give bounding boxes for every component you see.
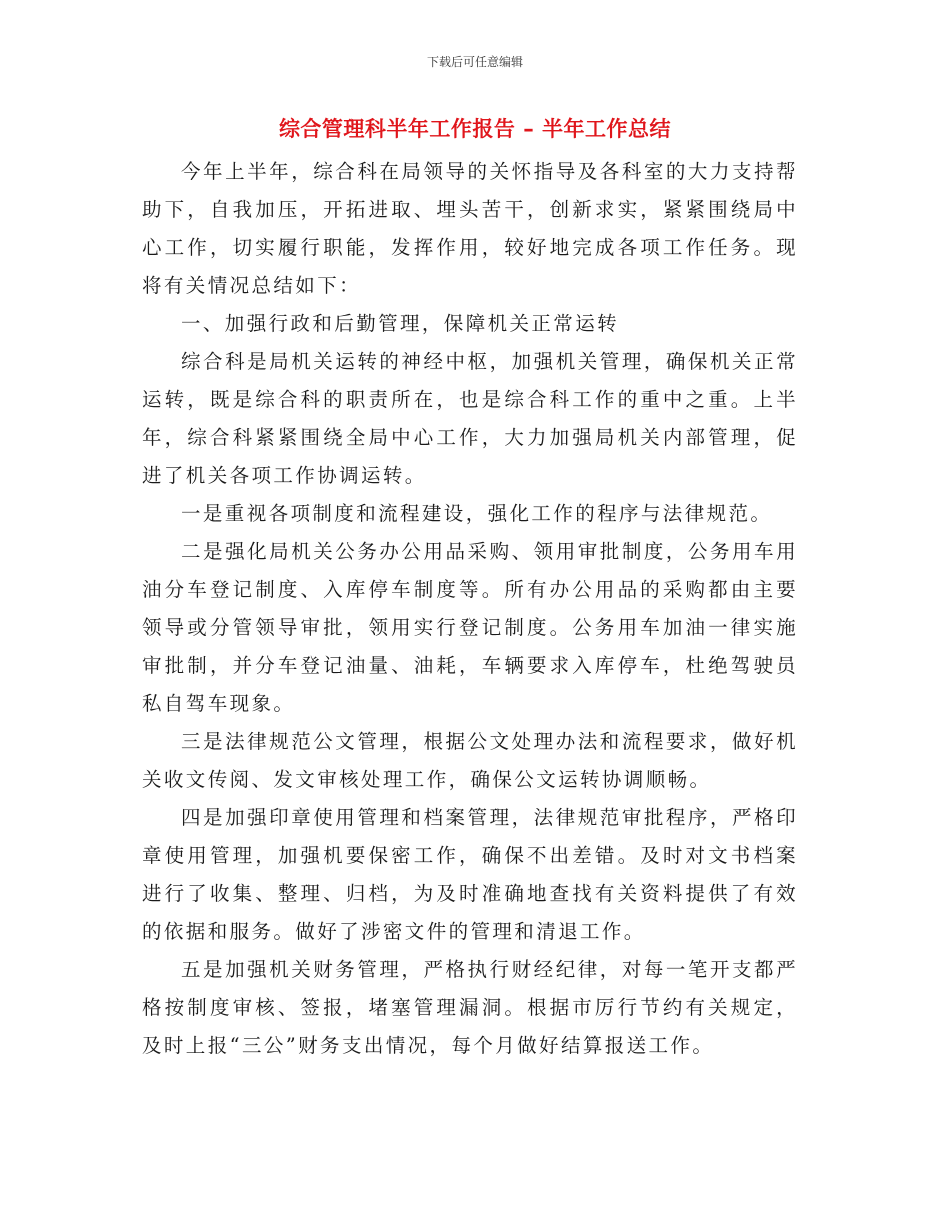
section-heading-1: 一、加强行政和后勤管理，保障机关正常运转 (181, 312, 620, 335)
paragraph-section-1: 综合科是局机关运转的神经中枢，加强机关管理，确保机关正常运转，既是综合科的职责所在，也是综合科工作的重中之重。上半年，综合科紧紧围绕全局中心工作，大力加强局机关内部管理，促进了机关各项工作协调运转。 (142, 350, 798, 487)
document-body (142, 153, 798, 1065)
paragraph-intro: 今年上半年，综合科在局领导的关怀指导及各科室的大力支持帮助下，自我加压，开拓进取、埋头苦干，创新求实，紧紧围绕局中心工作，切实履行职能，发挥作用，较好地完成各项工作任务。现将有关情况总结如下： (142, 160, 798, 297)
paragraph-item-1: 一是重视各项制度和流程建设，强化工作的程序与法律规范。 (181, 502, 773, 525)
paragraph-item-3: 三是法律规范公文管理，根据公文处理办法和流程要求，做好机关收文传阅、发文审核处理工作，确保公文运转协调顺畅。 (142, 730, 798, 791)
header-note: 下载后可任意编辑 (426, 55, 523, 69)
paragraph-item-5: 五是加强机关财务管理，严格执行财经纪律，对每一笔开支都严格按制度审核、签报，堵塞管理漏洞。根据市厉行节约有关规定，及时上报“三公”财务支出情况，每个月做好结算报送工作。 (142, 958, 798, 1057)
paragraph-item-2: 二是强化局机关公务办公用品采购、领用审批制度，公务用车用油分车登记制度、入库停车制度等。所有办公用品的采购都由主要领导或分管领导审批，领用实行登记制度。公务用车加油一律实施审批制，并分车登记油量、油耗，车辆要求入库停车，杜绝驾驶员私自驾车现象。 (142, 540, 798, 715)
document-title: 综合管理科半年工作报告 – 半年工作总结 (278, 117, 672, 141)
paragraph-item-4: 四是加强印章使用管理和档案管理，法律规范审批程序，严格印章使用管理，加强机要保密工作，确保不出差错。及时对文书档案进行了收集、整理、归档，为及时准确地查找有关资料提供了有效的依据和服务。做好了涉密文件的管理和清退工作。 (142, 806, 798, 943)
